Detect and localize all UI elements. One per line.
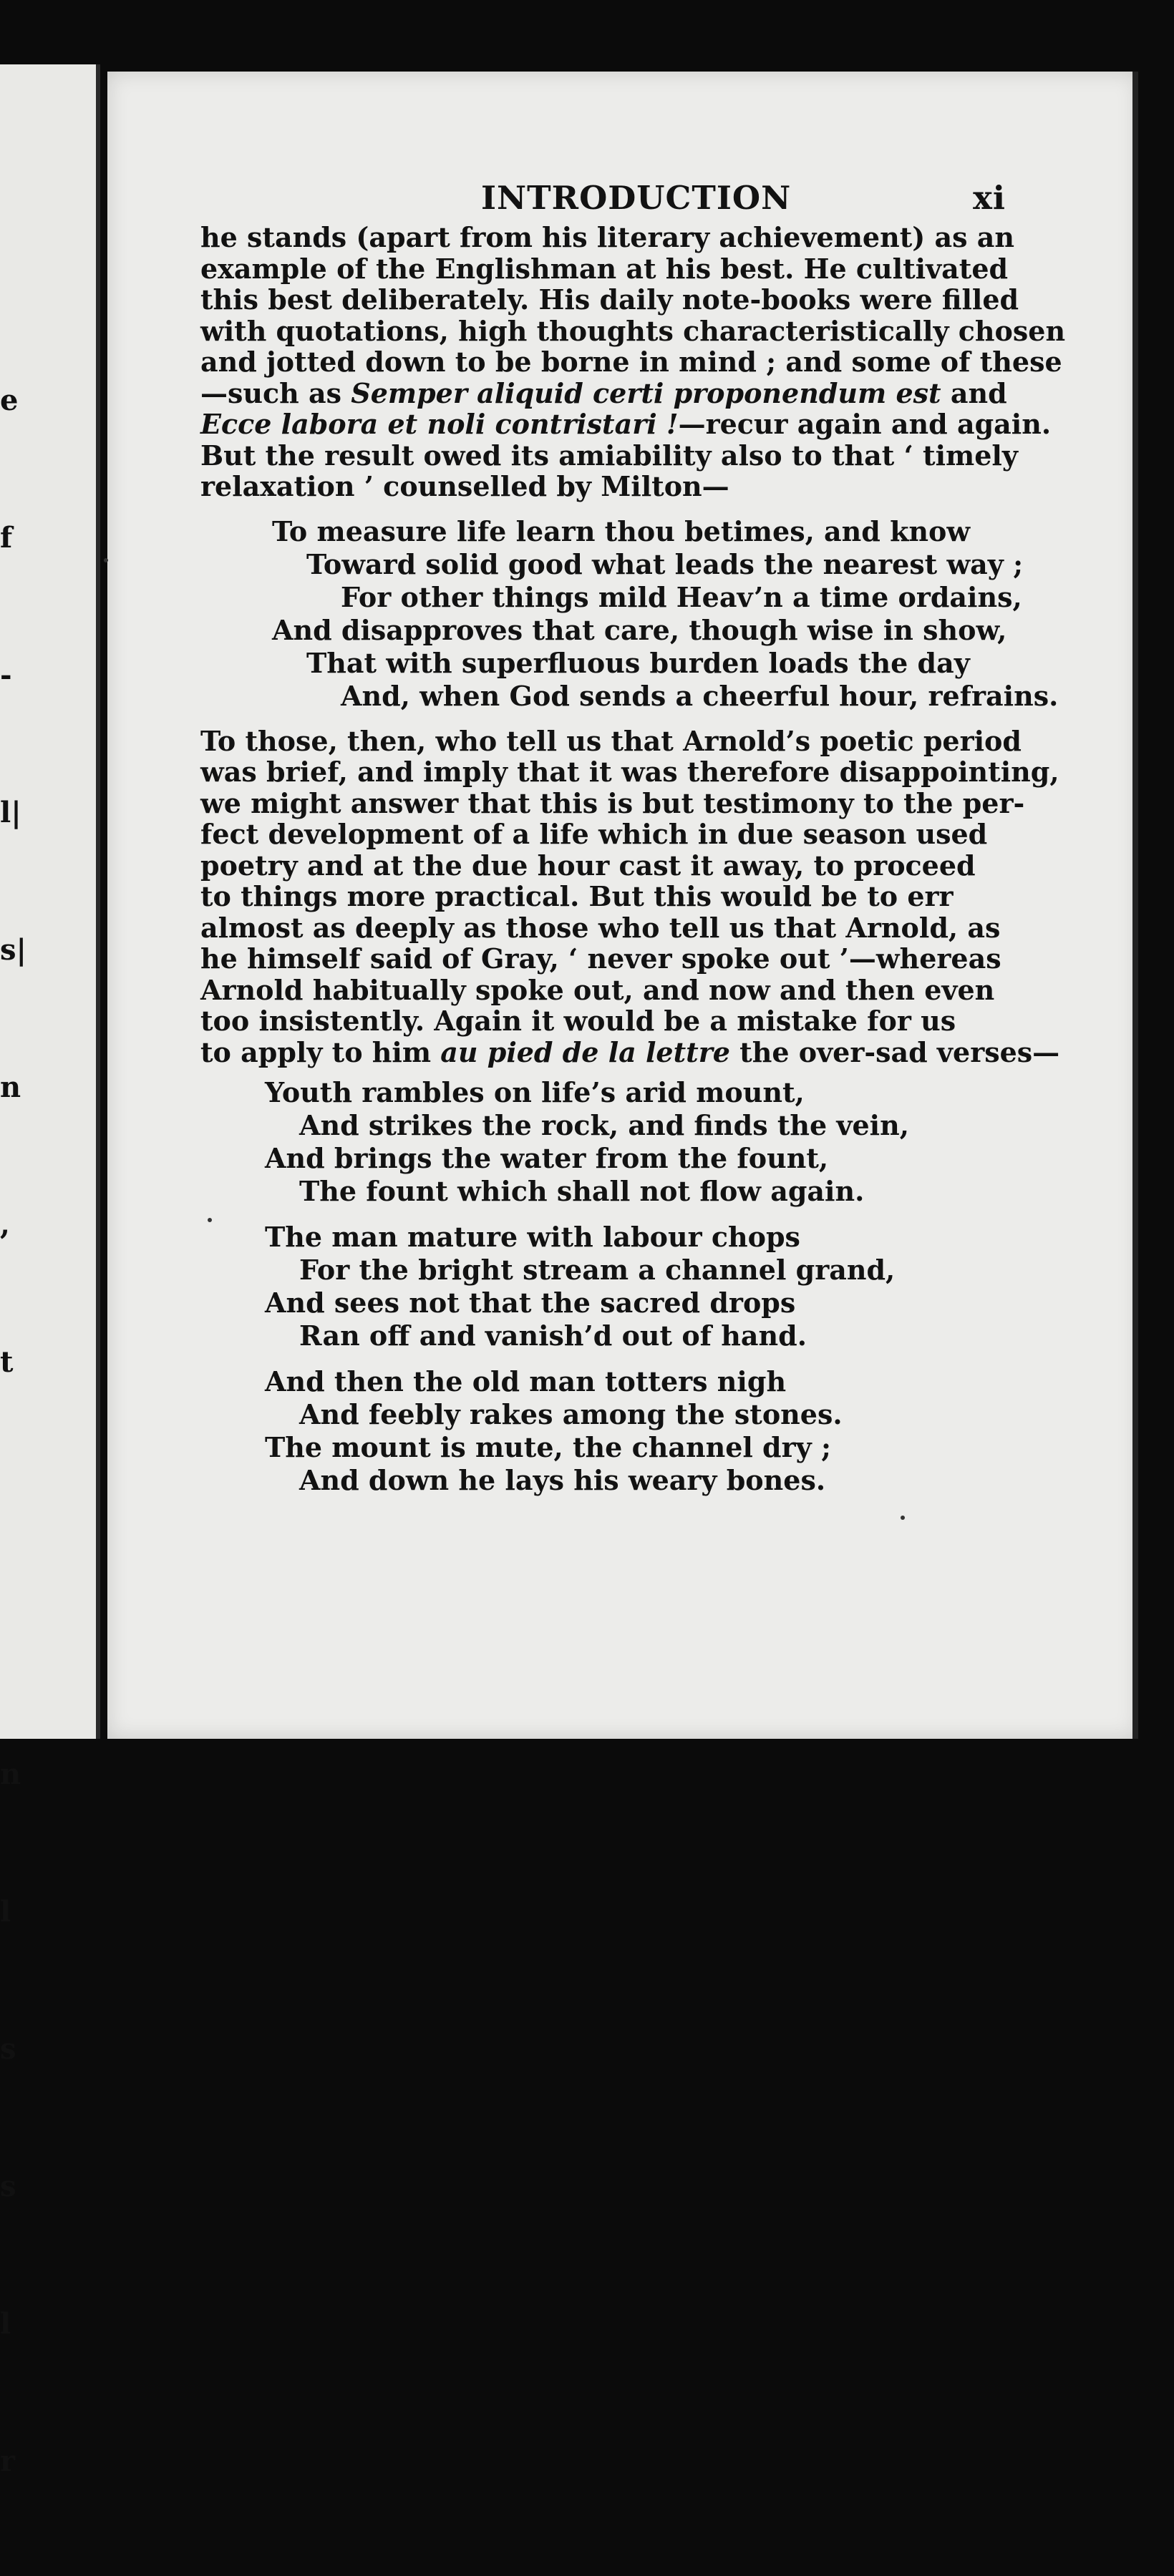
verse-line: The fount which shall not flow again. [299, 1175, 865, 1207]
verse-line: And, when God sends a cheerful hour, refrains. [341, 679, 1059, 712]
verse-line: Youth rambles on life’s arid mount, [265, 1076, 805, 1108]
text-run: the over-sad verses— [729, 1035, 1060, 1068]
text-line [200, 1035, 1060, 1068]
left-fragment: l| [0, 796, 21, 829]
verse-arnold [265, 1076, 1006, 1497]
verse-line: The mount is mute, the channel dry ; [265, 1431, 831, 1463]
text-line: almost as deeply as those who tell us that Arnold, as [200, 911, 1001, 944]
left-fragment: - [0, 658, 12, 692]
left-fragment: s [0, 2032, 16, 2066]
left-fragment: f [0, 521, 13, 555]
left-fragment: s| [0, 933, 27, 967]
verse-line: And sees not that the sacred drops [265, 1287, 796, 1319]
verse-line: And down he lays his weary bones. [299, 1464, 826, 1496]
dust-speck [104, 558, 108, 562]
text-line: To those, then, who tell us that Arnold’s poetic period [200, 724, 1022, 757]
page-text [200, 179, 1066, 1510]
french-phrase: au pied de la lettre [440, 1035, 730, 1068]
text-line: to things more practical. But this would be to err [200, 880, 954, 912]
running-head [200, 179, 1006, 222]
stanza-2 [265, 1221, 1006, 1352]
verse-line: And feebly rakes among the stones. [299, 1398, 843, 1430]
verse-milton [272, 514, 1059, 713]
left-fragment [0, 1477, 21, 1523]
text-line [200, 378, 1006, 409]
text-line: too insistently. Again it would be a mistake for us [200, 1005, 956, 1037]
left-page-edge [0, 64, 100, 2478]
stanza-gap [265, 1352, 1006, 1365]
text-line: relaxation ’ counselled by Milton— [200, 470, 729, 502]
text-line: and jotted down to be borne in mind ; and some of these [200, 346, 1062, 378]
paragraph-1 [200, 221, 1066, 502]
text-run: —such as [200, 376, 351, 409]
paragraph-2 [200, 724, 1060, 1068]
text-line: with quotations, high thoughts characteristically chosen [200, 314, 1066, 347]
verse-line: That with superfluous burden loads the day [306, 646, 970, 679]
left-fragment: r [0, 2444, 16, 2478]
text-line: this best deliberately. His daily note-books were filled [200, 283, 1019, 316]
text-line: he himself said of Gray, ‘ never spoke out ’—whereas [200, 942, 1001, 975]
text-line [200, 408, 1052, 440]
text-line: we might answer that this is but testimony to the per- [200, 786, 1025, 819]
left-fragment: l [0, 1895, 11, 1928]
verse-line: To measure life learn thou betimes, and know [272, 514, 971, 547]
dust-speck [901, 1516, 905, 1520]
verse-line: And brings the water from the fount, [265, 1142, 829, 1174]
verse-line: For the bright stream a channel grand, [299, 1254, 896, 1286]
left-fragment: t [0, 1345, 14, 1379]
verse-line: And strikes the rock, and finds the vein, [299, 1109, 909, 1141]
running-head-title: INTRODUCTION [481, 179, 792, 217]
verse-line: For other things mild Heav’n a time ordains, [341, 580, 1022, 613]
stanza-gap [265, 1208, 1006, 1221]
text-line: fect development of a life which in due season used [200, 818, 988, 850]
page-edge-shadow [1132, 72, 1138, 1739]
left-fragment [0, 1614, 21, 1660]
text-line: was brief, and imply that it was therefore disappointing, [200, 756, 1059, 788]
gutter-shadow [96, 64, 100, 1739]
left-fragment: n [0, 1757, 21, 1791]
verse-line: And disapproves that care, though wise in show, [272, 613, 1007, 646]
verse-line: The man mature with labour chops [265, 1221, 800, 1253]
text-line: poetry and at the due hour cast it away, to proceed [200, 849, 976, 882]
text-run: and [941, 376, 1007, 409]
latin-quote: Ecce labora et noli contristari ! [200, 408, 679, 440]
text-run: —recur again and again. [678, 408, 1052, 440]
left-fragment: s [0, 2170, 16, 2203]
verse-line: Toward solid good what leads the nearest way ; [306, 547, 1024, 580]
text-run: to apply to him [200, 1035, 441, 1068]
verse-line: Ran off and vanish’d out of hand. [299, 1319, 807, 1352]
text-line: example of the Englishman at his best. He cultivated [200, 252, 1009, 285]
text-line: he stands (apart from his literary achievement) as an [200, 221, 1014, 253]
stanza-3 [265, 1365, 1006, 1497]
left-fragment: , [0, 1208, 10, 1241]
left-fragment: n [0, 1070, 21, 1104]
verse-line: And then the old man totters nigh [265, 1365, 787, 1397]
page-number: xi [973, 179, 1006, 217]
left-page-fragments [0, 286, 27, 2576]
stanza-1 [265, 1076, 1006, 1208]
text-line: But the result owed its amiability also to that ‘ timely [200, 439, 1018, 472]
latin-quote: Semper aliquid certi proponendum est [351, 376, 941, 409]
left-fragment: l [0, 2307, 11, 2341]
left-fragment: e [0, 384, 19, 417]
text-line: Arnold habitually spoke out, and now and then even [200, 973, 995, 1006]
